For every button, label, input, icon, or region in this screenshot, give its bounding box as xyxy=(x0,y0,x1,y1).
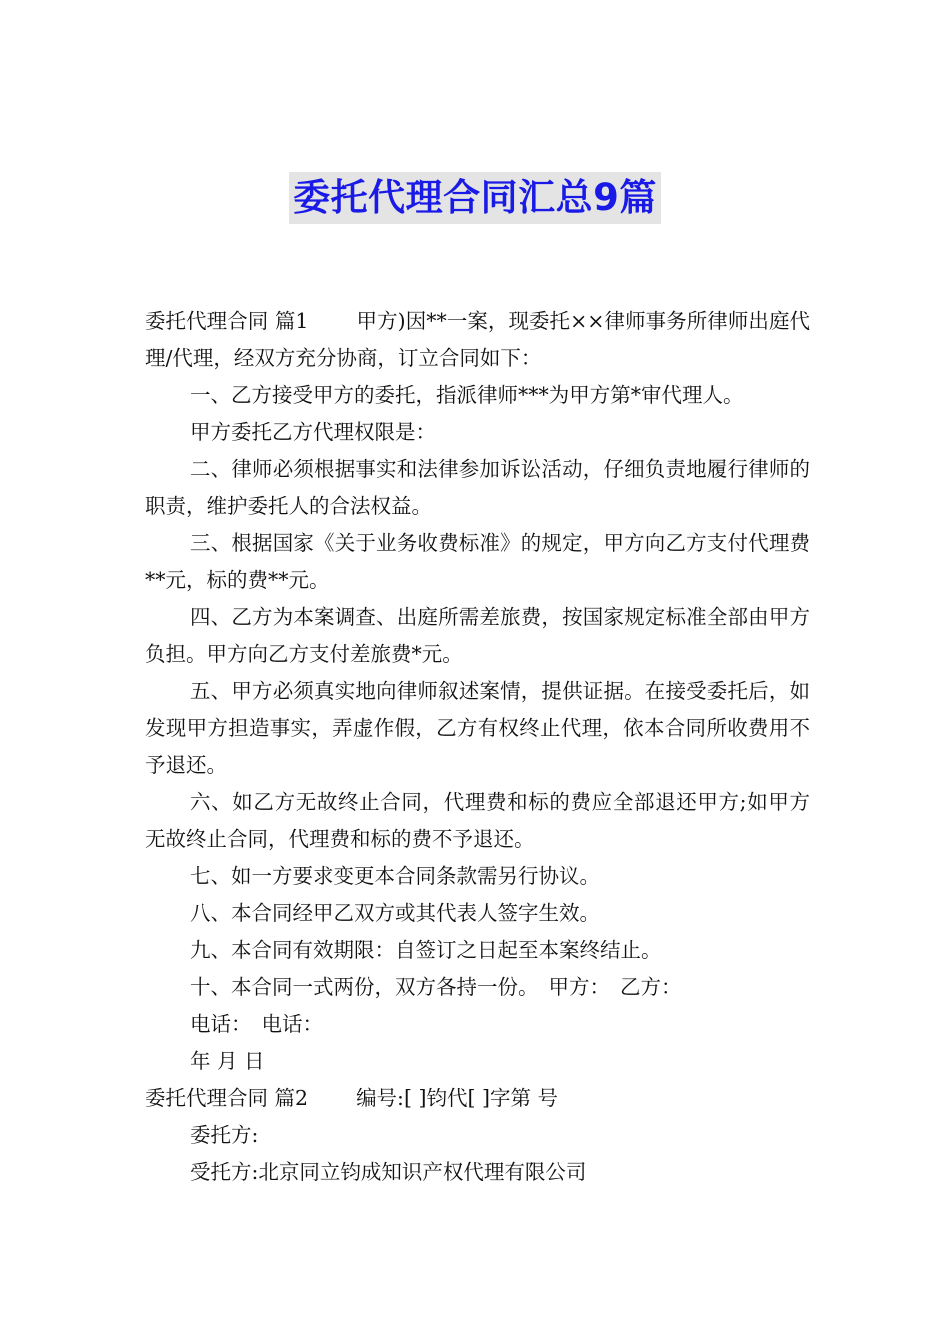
clause-3: 三、根据国家《关于业务收费标准》的规定，甲方向乙方支付代理费**元，标的费**元。 xyxy=(145,531,810,592)
document-title xyxy=(0,172,950,224)
section1-first-paragraph xyxy=(145,303,810,377)
phone-line xyxy=(145,1006,810,1043)
clause-10-signature-line xyxy=(145,969,810,1006)
clause-9: 九、本合同有效期限：自签订之日起至本案终结止。 xyxy=(190,938,662,962)
clause-8: 八、本合同经甲乙双方或其代表人签字生效。 xyxy=(190,901,600,925)
section1-heading: 委托代理合同 篇1 xyxy=(145,309,309,333)
section1-intro: 甲方)因**一案，现委托××律师事务所律师出庭代理/代理，经双方充分协商，订立合同如下： xyxy=(145,309,810,370)
authority-line: 甲方委托乙方代理权限是： xyxy=(190,420,436,444)
date-line: 年 月 日 xyxy=(190,1049,265,1073)
section2-heading: 委托代理合同 篇2 xyxy=(145,1086,309,1110)
section2-first-line xyxy=(145,1080,810,1117)
clause-2: 二、律师必须根据事实和法律参加诉讼活动，仔细负责地履行律师的职责，维护委托人的合法权益。 xyxy=(145,457,810,518)
party-b-label: 乙方： xyxy=(620,975,682,999)
phone-a-label: 电话： xyxy=(190,1012,252,1036)
clause-4: 四、乙方为本案调查、出庭所需差旅费，按国家规定标准全部由甲方负担。甲方向乙方支付差旅费*元。 xyxy=(145,605,810,666)
phone-b-label: 电话： xyxy=(261,1012,323,1036)
principal-line: 委托方: xyxy=(190,1123,259,1147)
party-a-label: 甲方： xyxy=(548,975,610,999)
contract-number-line: 编号:[ ]钧代[ ]字第 号 xyxy=(356,1086,559,1110)
document-title-text: 委托代理合同汇总9篇 xyxy=(289,172,661,224)
clause-7: 七、如一方要求变更本合同条款需另行协议。 xyxy=(190,864,600,888)
clause-1: 一、乙方接受甲方的委托，指派律师***为甲方第*审代理人。 xyxy=(190,383,744,407)
clause-5: 五、甲方必须真实地向律师叙述案情，提供证据。在接受委托后，如发现甲方担造事实，弄虚作假，乙方有权终止代理，依本合同所收费用不予退还。 xyxy=(145,679,810,777)
clause-10: 十、本合同一式两份，双方各持一份。 xyxy=(190,975,539,999)
clause-6: 六、如乙方无故终止合同，代理费和标的费应全部退还甲方;如甲方无故终止合同，代理费和标的费不予退还。 xyxy=(145,790,810,851)
document-body xyxy=(145,303,810,1191)
agent-line: 受托方:北京同立钧成知识产权代理有限公司 xyxy=(190,1160,587,1184)
